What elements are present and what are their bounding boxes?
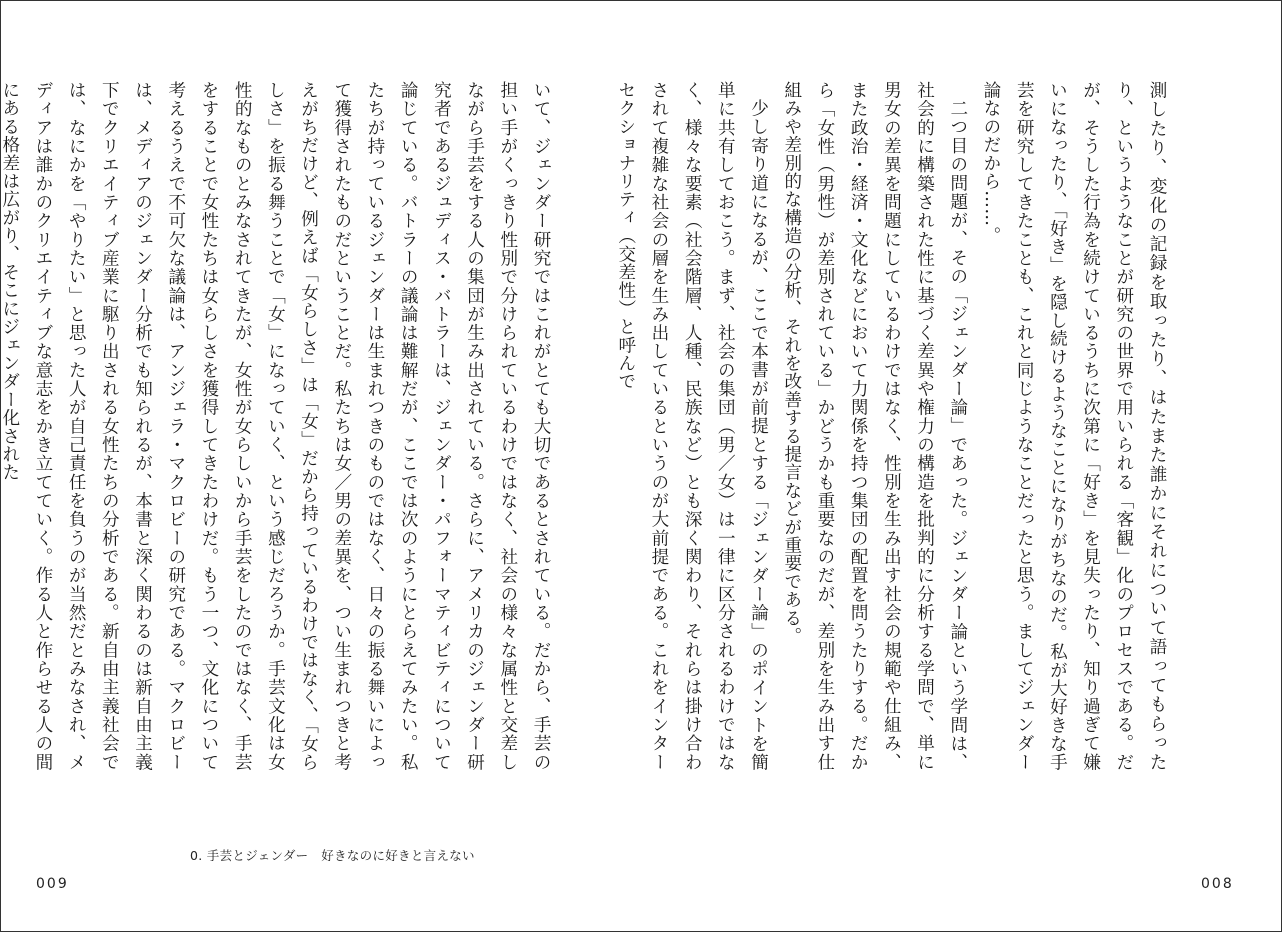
right-page bbox=[615, 0, 1282, 932]
left-paragraph-1: いて、ジェンダー研究ではこれがとても大切であるとされている。だから、手芸の担い手がくっきり性別で分けられているわけではなく、社会の様々な属性と交差しながら手芸をする人の集団が生み出されている。さらに、アメリカのジェンダー研究者であるジュディス・バトラーは、ジェンダー・パフォーマティビティについて論じている。バトラーの議論は難解だが、ここでは次のようにとらえてみたい。私たちが持っているジェンダーは生まれつきのものではなく、日々の振る舞いによって獲得されたものだということだ。私たちは女／男の差異を、つい生まれつきと考えがちだけど、例えば「女らしさ」は「女」だから持っているわけではなく、「女らしさ」を振る舞うことで「女」になっていく、という感じだろうか。手芸文化は女性的なものとみなされてきたが、女性が女らしいから手芸をしたのではなく、手芸をすることで女性たちは女らしさを獲得してきたわけだ。もう一つ、文化について考えるうえで不可欠な議論は、アンジェラ・マクロビーの研究である。マクロビーは、メディアのジェンダー分析でも知られるが、本書と深く関わるのは新自由主義下でクリエイティブ産業に駆り出される女性たちの分析である。新自由主義社会では、なにかを「やりたい」と思った人が自己責任を負うのが当然だとみなされ、メディアは誰かのクリエイティブな意志をかき立てていく。作る人と作らせる人の間にある格差は広がり、そこにジェンダー化された bbox=[0, 81, 551, 771]
right-paragraph-1: 測したり、変化の記録を取ったり、はたまた誰かにそれについて語ってもらったり、というようなことが研究の世界で用いられる「客観」化のプロセスである。だが、そうした行為を続けているうちに次第に「好き」を見失ったり、知り過ぎて嫌いになったり、「好き」を隠し続けるようなことになりがちなのだ。私が大好きな手芸を研究してきたことも、これと同じようなことだったと思う。ましてジェンダー論なのだから……。 bbox=[980, 81, 1167, 771]
page-number-left: 009 bbox=[36, 876, 69, 892]
left-page-body bbox=[0, 81, 557, 771]
right-paragraph-3: 少し寄り道になるが、ここで本書が前提とする「ジェンダー論」のポイントを簡単に共有しておこう。まず、社会の集団（男／女）は一律に区分されるわけではなく、様々な要素（社会階層、人種、民族など）とも深く関わり、それらは掛け合わされて複雑な社会の層を生み出しているというのが大前提である。これをインターセクショナリティ（交差性）と呼んで bbox=[615, 81, 769, 771]
right-paragraph-2: 二つ目の問題が、その「ジェンダー論」であった。ジェンダー論という学問は、社会的に構築された性に基づく差異や権力の構造を批判的に分析する学問で、単に男女の差異を問題にしているわけではなく、性別を生み出す社会の規範や仕組み、また政治・経済・文化などにおいて力関係を持つ集団の配置を問うたりする。だから「女性（男性）が差別されている」かどうかも重要なのだが、差別を生み出す仕組みや差別的な構造の分析、それを改善する提言などが重要である。 bbox=[781, 81, 968, 771]
right-page-body bbox=[615, 81, 1173, 771]
running-head: 0. 手芸とジェンダー 好きなのに好きと言えない bbox=[190, 848, 475, 863]
page-number-right: 008 bbox=[1201, 876, 1234, 892]
